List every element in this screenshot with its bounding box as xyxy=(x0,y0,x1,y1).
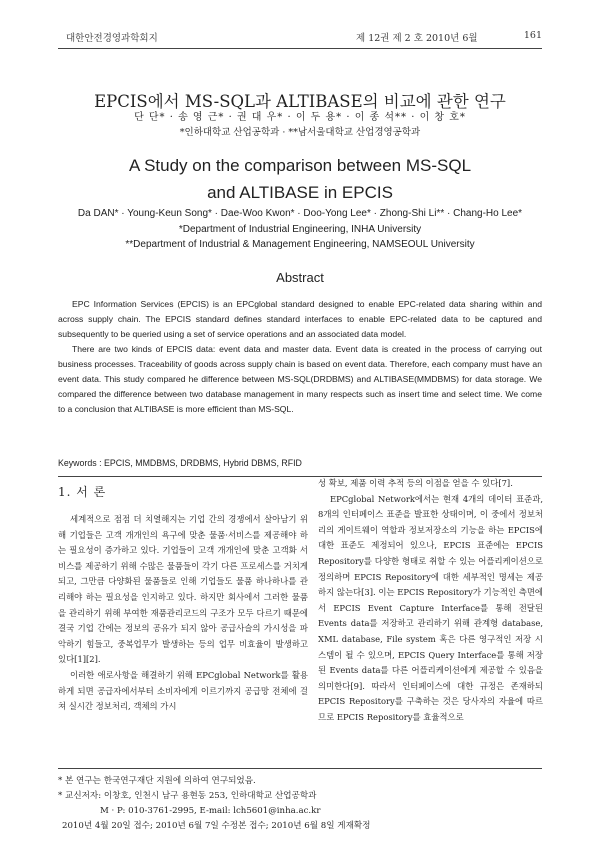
english-affiliation-2: **Department of Industrial & Management Engineering, NAMSEOUL University xyxy=(125,239,475,250)
body-column-left xyxy=(58,512,308,715)
korean-affiliations: *인하대학교 산업공학과 · **남서울대학교 산업경영공학과 xyxy=(179,127,421,138)
abstract-body xyxy=(58,297,542,417)
issue-info: 제 12권 제 2 호 2010년 6월 xyxy=(356,33,478,44)
body-paragraph: 성 확보, 제품 이력 추적 등의 이점을 얻을 수 있다[7]. xyxy=(318,478,513,488)
korean-authors: 단 단* · 송 영 근* · 권 대 우* · 이 두 용* · 이 종 석** · 이 창 호* xyxy=(134,112,466,123)
english-affiliation-1: *Department of Industrial Engineering, INHA University xyxy=(178,224,422,235)
body-paragraph: EPCglobal Network에서는 현재 4개의 데이터 표준과, 8개의 인터페이스 표준을 발표한 상태이며, 이 중에서 정보처리의 게이트웨이 역할과 정보저장소의 기능을 하는 EPCIS에 대한 표준도 제정되어 있으나, EPCIS 표준에는 EPCIS Repository를 다양한 형태로 취할 수 있는 어플리케이션으로 정의하며 EPCIS Repository에 대한 세부적인 명세는 제공하지 않는다[3]. 이는 EPCIS Repository가 기능적인 측면에서 EPCIS Event Capture Interface를 통해 전달된 Events data를 저장하고 관리하기 위해 관계형 database, XML database, File system 혹은 다른 영구적인 저장 시스템이 될 수 있으며, EPCIS Query Interface를 통해 저장된 Events data를 다른 어플리케이션에게 제공할 수 있음을 의미한다[9]. 따라서 인터페이스에 대한 규정은 존재하되 EPCIS Repository를 구축하는 것은 당사자의 자율에 따르므로 EPCIS Repository를 효율적으로 xyxy=(318,493,543,722)
footnotes xyxy=(58,774,542,834)
header-rule xyxy=(58,48,542,49)
body-column-right xyxy=(318,476,543,726)
received-dates: 2010년 4월 20일 접수; 2010년 6월 7일 수정본 접수; 2010년 6월 8일 게재확정 xyxy=(62,821,371,831)
english-title-line1: A Study on the comparison between MS-SQL xyxy=(128,156,472,175)
journal-name: 대한안전경영과학회지 xyxy=(66,33,158,44)
body-paragraph: 세계적으로 점점 더 치열해지는 기업 간의 경쟁에서 살아남기 위해 기업들은 고객 개개인의 욕구에 맞춘 물품·서비스를 제공해야 하는 필요성이 증가하고 있다. 기업들이 고객 개개인에 맞춘 고객화 서비스를 제공하기 위해 수많은 물품들이 각기 다른 프로세스를 거치게 되고, 그만큼 다양화된 물품들로 인해 기업들도 물품 하나하나를 관리해야 하는 필요성을 인지하고 있다. 하지만 회사에서 그러한 물품을 관리하기 위해 부여한 재품관리코드의 구조가 모두 다르기 때문에 결국 기업 간에는 정보의 공유가 되지 않아 공급사슬의 가시성을 파악하기 힘들고, 중복업무가 발생하는 등의 업무 비효율이 발생하고 있다[1][2]. xyxy=(58,514,308,665)
abstract-heading: Abstract xyxy=(276,270,324,285)
english-authors: Da DAN* · Young-Keun Song* · Dae-Woo Kwon* · Doo-Yong Lee* · Zhong-Shi Li** · Chang-Ho Lee* xyxy=(77,208,523,219)
abstract-paragraph-1: EPC Information Services (EPCIS) is an EPCglobal standard designed to enable EPC-related data sharing within and across supply chain. The EPCIS standard defines standard interfaces to enable EPC-related data to be captured and subsequently to be queried using a set of service operations and an associated data model. xyxy=(58,299,542,339)
footnote-funding: * 본 연구는 한국연구재단 지원에 의하여 연구되었음. xyxy=(58,776,256,786)
body-paragraph: 이러한 애로사항을 해결하기 위해 EPCglobal Network를 활용하게 되면 공급자에서부터 소비자에게 이르기까지 공급망 전체에 걸쳐 실시간 정보처리, 객체의 가시 xyxy=(58,669,308,712)
footnote-contact: M · P: 010-3761-2995, E-mail: lch5601@inha.ac.kr xyxy=(100,806,321,816)
page-number: 161 xyxy=(523,30,542,41)
section-title-introduction: 1. 서 론 xyxy=(58,485,107,499)
running-header xyxy=(66,30,542,44)
footnote-corresponding-author: * 교신저자: 이창호, 인천시 남구 용현동 253, 인하대학교 산업공학과 xyxy=(58,791,317,801)
english-title xyxy=(58,152,542,206)
footnote-rule xyxy=(58,768,542,769)
abstract-paragraph-2: There are two kinds of EPCIS data: event data and master data. Event data is created in the process of carrying out business processes. Traceability of goods across supply chain is based on event data. Therefore, each company must have an event data. This study compared he difference between MS-SQL(DRDBMS) and ALTIBASE(MMDBMS) for data storage. We compared the difference between two database management in many respects such as insert time and select time. We come to a conclusion that ALTIBASE is more efficient than MS-SQL. xyxy=(58,344,542,414)
korean-title: EPCIS에서 MS-SQL과 ALTIBASE의 비교에 관한 연구 xyxy=(94,92,506,111)
english-title-line2: and ALTIBASE in EPCIS xyxy=(207,183,393,202)
keywords: Keywords : EPCIS, MMDBMS, DRDBMS, Hybrid DBMS, RFID xyxy=(58,458,302,468)
